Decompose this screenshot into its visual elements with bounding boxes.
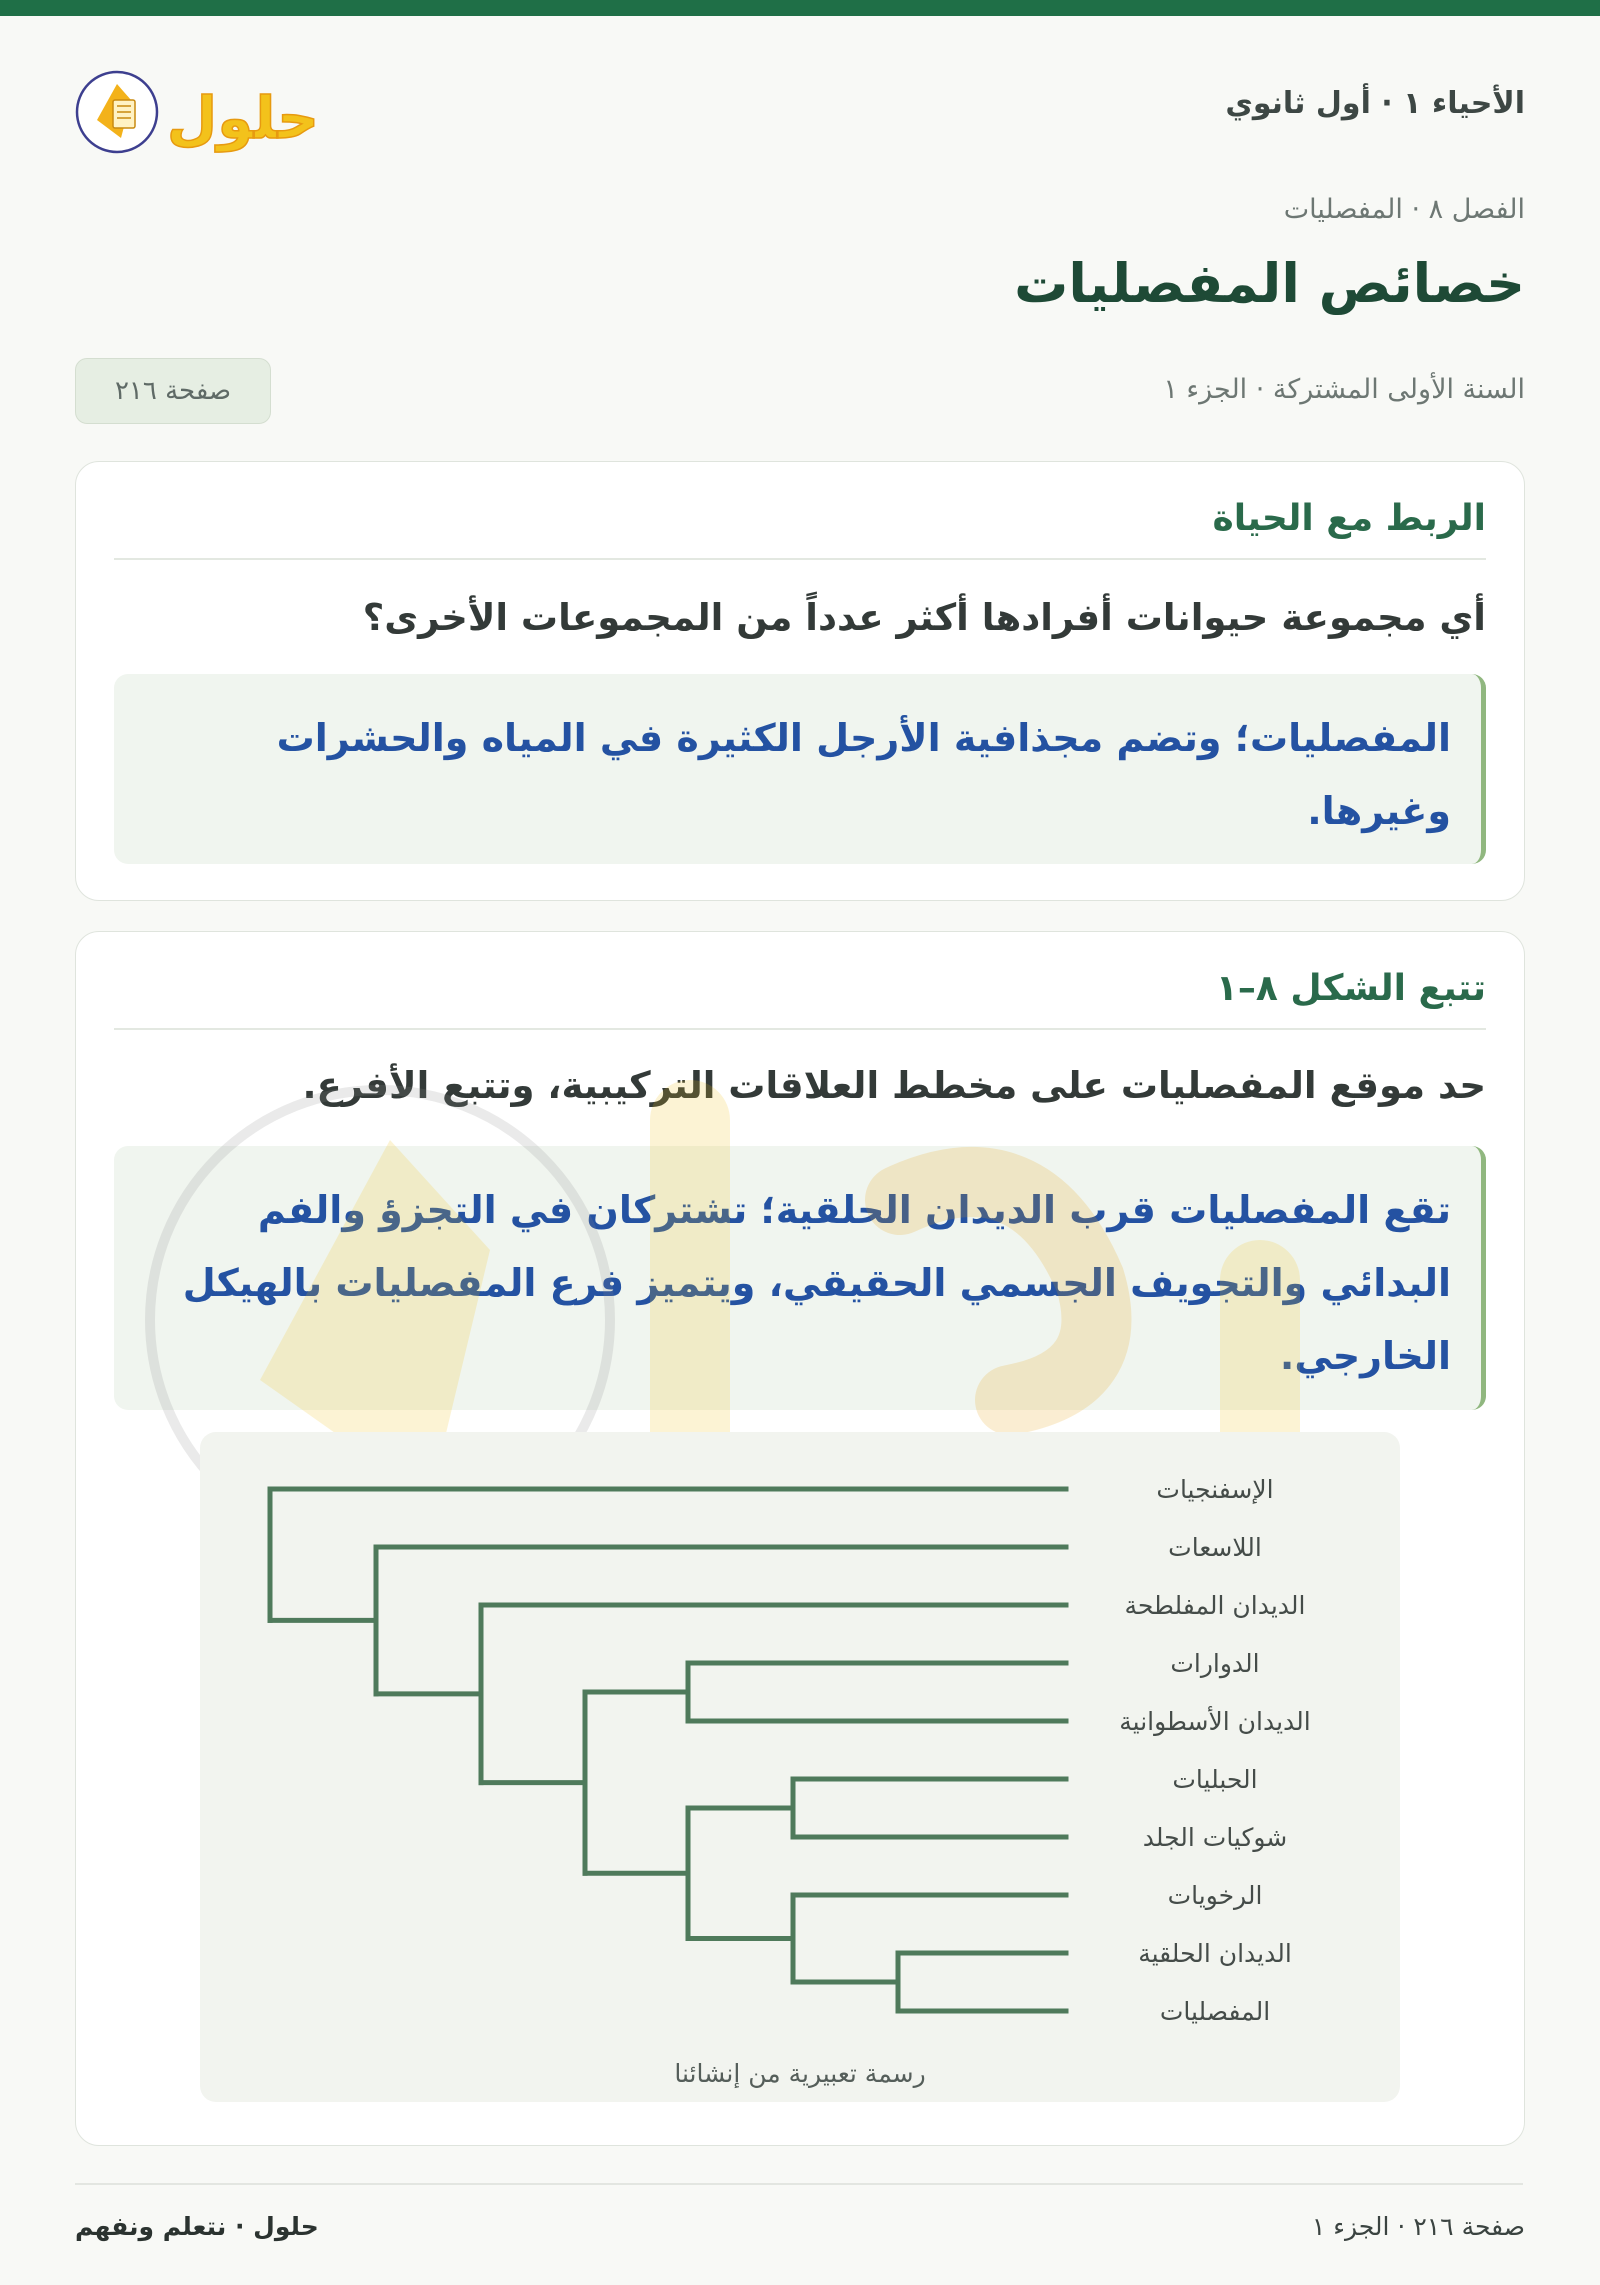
footer-page-info: صفحة ٢١٦ · الجزء ١ [1311,2212,1525,2241]
taxon-label: الديدان الحلقية [1138,1939,1292,1968]
card-divider [114,558,1486,560]
card-divider [114,1028,1486,1030]
answer-line: وغيرها. [1307,789,1451,833]
taxon-label: الحبليات [1172,1765,1258,1794]
cladogram-tree [200,1432,1400,2052]
taxon-label: شوكيات الجلد [1142,1823,1288,1852]
footer-divider [75,2183,1523,2185]
answer-box [114,1146,1486,1410]
year-label: السنة الأولى المشتركة · الجزء ١ [1163,374,1525,405]
taxon-label: الرخويات [1167,1881,1263,1910]
answer-line: تقع المفصليات قرب الديدان الحلقية؛ تشتركان في التجزؤ والفم [257,1188,1451,1232]
answer-line: المفصليات؛ وتضم مجذافية الأرجل الكثيرة في المياه والحشرات [276,716,1451,760]
question-text: حد موقع المفصليات على مخطط العلاقات التركيبية، وتتبع الأفرع. [302,1064,1486,1107]
page-title: خصائص المفصليات [1014,252,1525,315]
life-connection-card [75,461,1525,901]
answer-box [114,674,1486,864]
chapter-label: الفصل ٨ · المفصليات [1283,194,1525,225]
site-logo[interactable] [75,70,335,160]
taxon-label: الإسفنجيات [1156,1475,1274,1504]
page-badge: صفحة ٢١٦ [75,358,271,424]
question-text: أي مجموعة حيوانات أفرادها أكثر عدداً من المجموعات الأخرى؟ [362,596,1486,639]
logo-text: حلول [166,84,320,152]
taxon-label: الديدان المفلطحة [1124,1591,1306,1620]
cladogram-diagram [200,1432,1400,2102]
answer-line: البدائي والتجويف الجسمي الحقيقي، ويتميز فرع المفصليات بالهيكل [182,1261,1451,1305]
subject-label: الأحياء ١ · أول ثانوي [1225,86,1525,121]
card-heading: الربط مع الحياة [1212,498,1486,539]
footer-brand: حلول · نتعلم ونفهم [75,2212,319,2241]
taxon-label: اللاسعات [1168,1533,1262,1562]
top-accent-bar [0,0,1600,16]
taxon-label: المفصليات [1159,1997,1271,2026]
answer-line: الخارجي. [1279,1334,1451,1378]
diagram-caption: رسمة تعبيرية من إنشائنا [674,2059,926,2088]
taxon-label: الدوارات [1170,1649,1260,1678]
card-heading: تتبع الشكل ٨–١ [1215,968,1486,1009]
taxon-label: الديدان الأسطوانية [1119,1707,1311,1736]
